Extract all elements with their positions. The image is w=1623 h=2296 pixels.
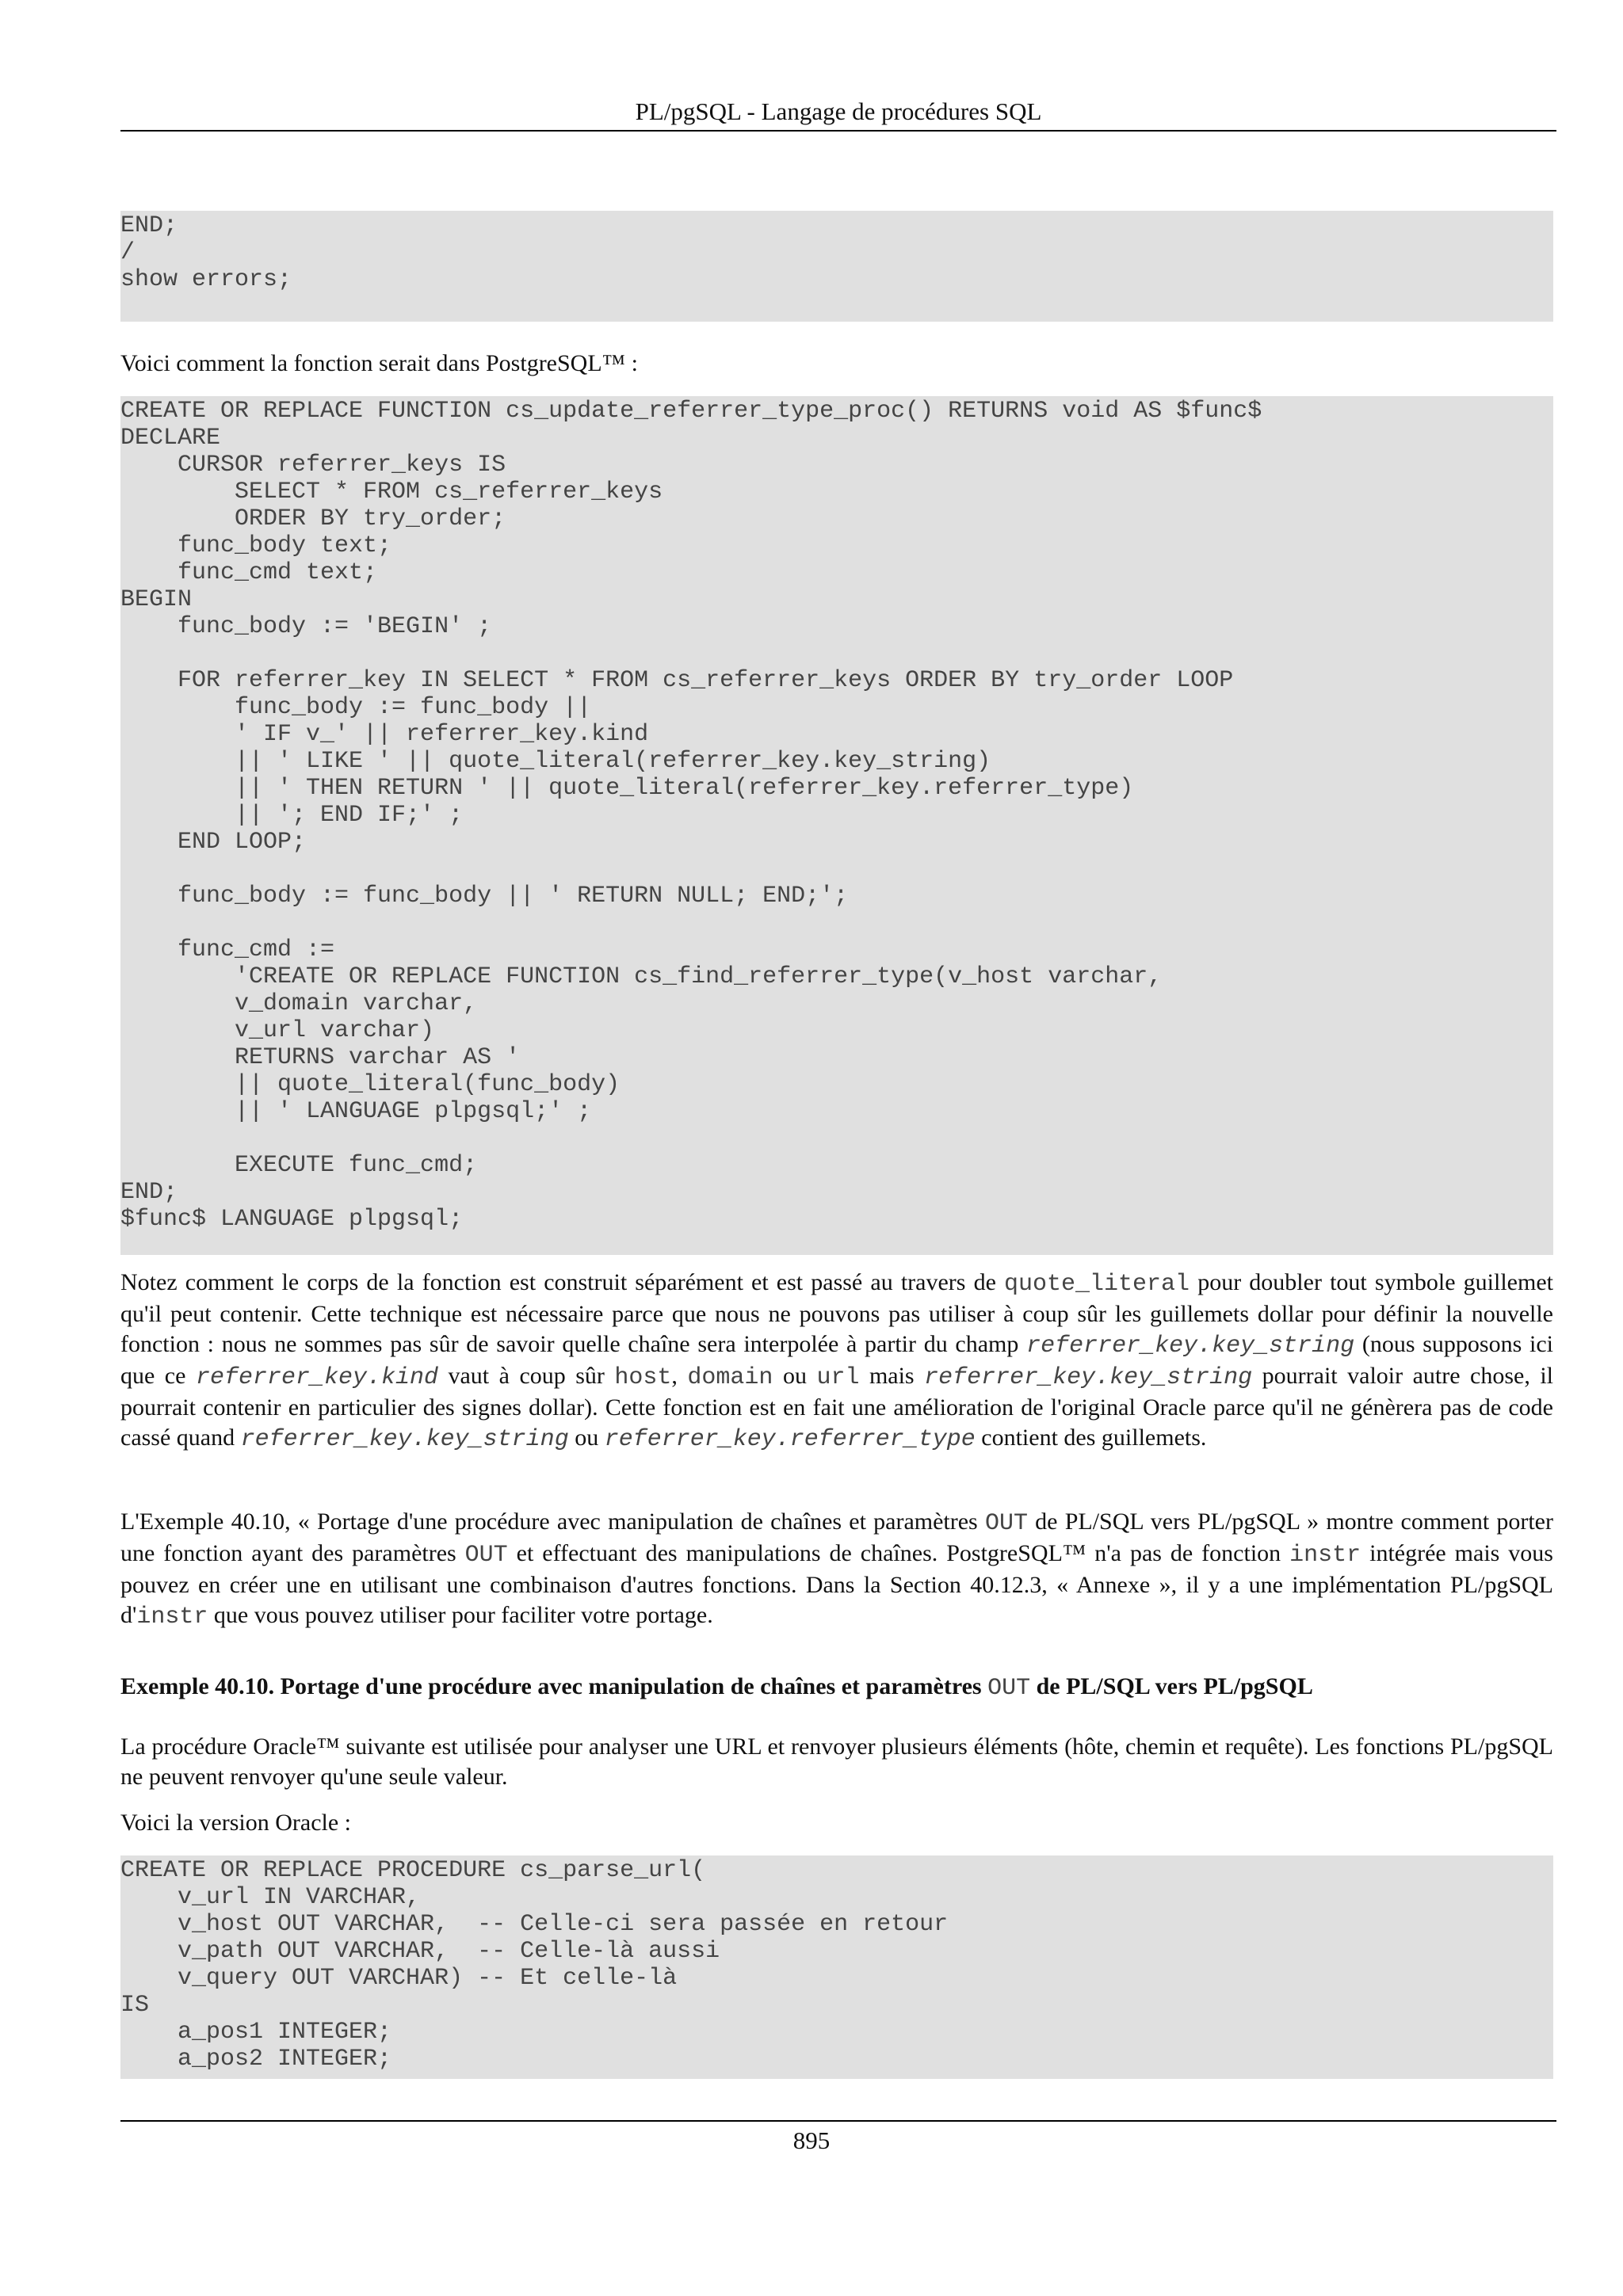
paragraph-oracle-procedure: La procédure Oracle™ suivante est utilisée pour analyser une URL et renvoyer plusieurs éléments (hôte, chemin et requête). Les fonctions PL/pgSQL ne peuvent renvoyer qu'une seule valeur. bbox=[120, 1733, 1553, 1790]
inline-code: quote_literal bbox=[1004, 1271, 1190, 1298]
inline-code: instr bbox=[136, 1604, 208, 1630]
paragraph-notez: Notez comment le corps de la fonction est construit séparément et est passé au travers de quote_literal pour doubler tout symbole guillemet qu'il peut contenir. Cette technique est nécessaire parce que nous ne pouvons pas utiliser à coup sûr les guillemets dollar pour définir la nouvelle fonction : nous ne sommes pas sûr de savoir quelle chaîne sera interpolée à partir du champ referrer_key.key_string (nous supposons ici que ce referrer_key.kind vaut à coup sûr host, domain ou url mais referrer_key.key_string pourrait valoir autre chose, il pourrait contenir en particulier des signes dollar). Cette fonction est en fait une amélioration de l'original Oracle parce qu'il ne génèrera pas de code cassé quand referrer_key.key_string ou referrer_key.referrer_type contient des guillemets. bbox=[120, 1269, 1554, 1453]
code-line: FOR referrer_key IN SELECT * FROM cs_referrer_keys ORDER BY try_order LOOP bbox=[120, 667, 1234, 694]
code-line: IS bbox=[120, 1992, 150, 2019]
code-line: func_body := func_body || ' RETURN NULL; END;'; bbox=[120, 883, 849, 910]
code-block-postgresql-function bbox=[120, 396, 1553, 1255]
code-line: v_query OUT VARCHAR) -- Et celle-là bbox=[120, 1965, 678, 1992]
code-line: a_pos2 INTEGER; bbox=[120, 2046, 392, 2073]
inline-code: OUT bbox=[984, 1510, 1028, 1537]
code-line: v_url varchar) bbox=[120, 1017, 435, 1044]
code-line: SELECT * FROM cs_referrer_keys bbox=[120, 479, 663, 505]
inline-code-italic: referrer_key.key_string bbox=[924, 1364, 1253, 1391]
code-line: END; bbox=[120, 1179, 178, 1206]
code-line: || ' LANGUAGE plpgsql;' ; bbox=[120, 1098, 592, 1125]
code-line: func_body := func_body || bbox=[120, 694, 592, 721]
code-line: func_body := 'BEGIN' ; bbox=[120, 613, 492, 640]
code-line bbox=[120, 640, 1553, 667]
code-line: 'CREATE OR REPLACE FUNCTION cs_find_referrer_type(v_host varchar, bbox=[120, 963, 1163, 990]
footer-rule bbox=[120, 2120, 1556, 2122]
code-line: v_url IN VARCHAR, bbox=[120, 1884, 421, 1911]
code-line: EXECUTE func_cmd; bbox=[120, 1152, 478, 1179]
code-line: v_host OUT VARCHAR, -- Celle-ci sera passée en retour bbox=[120, 1911, 949, 1938]
code-line: BEGIN bbox=[120, 586, 193, 613]
page-header bbox=[120, 93, 1556, 132]
code-line: ' IF v_' || referrer_key.kind bbox=[120, 721, 649, 748]
inline-code: host bbox=[614, 1364, 672, 1391]
code-line: v_path OUT VARCHAR, -- Celle-là aussi bbox=[120, 1938, 720, 1965]
code-line: ORDER BY try_order; bbox=[120, 505, 506, 532]
intro-postgresql: Voici comment la fonction serait dans PostgreSQL™ : bbox=[120, 350, 638, 376]
code-line: END; bbox=[120, 212, 178, 239]
inline-code: instr bbox=[1289, 1542, 1361, 1569]
page-number: 895 bbox=[792, 2126, 831, 2154]
code-line: a_pos1 INTEGER; bbox=[120, 2019, 392, 2046]
code-line: / bbox=[120, 239, 136, 266]
intro-oracle: Voici la version Oracle : bbox=[120, 1810, 352, 1836]
code-line: $func$ LANGUAGE plpgsql; bbox=[120, 1206, 464, 1233]
inline-code: domain bbox=[687, 1364, 773, 1391]
inline-code-italic: referrer_key.key_string bbox=[240, 1426, 569, 1453]
inline-code-italic: referrer_key.key_string bbox=[1026, 1333, 1355, 1360]
code-line: CREATE OR REPLACE PROCEDURE cs_parse_url( bbox=[120, 1857, 706, 1884]
code-line bbox=[120, 1125, 1553, 1152]
example-title: Exemple 40.10. Portage d'une procédure avec manipulation de chaînes et paramètres OUT de PL/SQL vers PL/pgSQL bbox=[120, 1673, 1313, 1702]
code-line: DECLARE bbox=[120, 425, 221, 452]
code-line bbox=[120, 856, 1553, 883]
inline-code: OUT bbox=[987, 1675, 1031, 1702]
code-line: v_domain varchar, bbox=[120, 990, 478, 1017]
code-line: RETURNS varchar AS ' bbox=[120, 1044, 521, 1071]
code-line: || ' THEN RETURN ' || quote_literal(referrer_key.referrer_type) bbox=[120, 775, 1134, 802]
code-line: || ' LIKE ' || quote_literal(referrer_key.key_string) bbox=[120, 748, 991, 775]
inline-code: OUT bbox=[464, 1542, 508, 1569]
code-line: END LOOP; bbox=[120, 829, 307, 856]
code-block-oracle-procedure bbox=[120, 1855, 1553, 2079]
code-line: func_cmd text; bbox=[120, 559, 378, 586]
inline-code-italic: referrer_key.referrer_type bbox=[604, 1426, 976, 1453]
inline-code-italic: referrer_key.kind bbox=[195, 1364, 438, 1391]
code-line: func_cmd := bbox=[120, 936, 335, 963]
code-line: CREATE OR REPLACE FUNCTION cs_update_referrer_type_proc() RETURNS void AS $func$ bbox=[120, 398, 1262, 425]
code-line: show errors; bbox=[120, 266, 292, 293]
code-line: CURSOR referrer_keys IS bbox=[120, 452, 506, 479]
code-block-oracle-end bbox=[120, 211, 1553, 322]
code-line bbox=[120, 910, 1553, 936]
code-line: func_body text; bbox=[120, 532, 392, 559]
code-line: || '; END IF;' ; bbox=[120, 802, 464, 829]
page-header-title: PL/pgSQL - Langage de procédures SQL bbox=[635, 97, 1042, 125]
inline-code: url bbox=[816, 1364, 860, 1391]
code-line: || quote_literal(func_body) bbox=[120, 1071, 621, 1098]
paragraph-exemple-reference: L'Exemple 40.10, « Portage d'une procédure avec manipulation de chaînes et paramètres OUT de PL/SQL vers PL/pgSQL » montre comment porter une fonction ayant des paramètres OUT et effectuant des manipulations de chaînes. PostgreSQL™ n'a pas de fonction instr intégrée mais vous pouvez en créer une en utilisant une combinaison d'autres fonctions. Dans la Section 40.12.3, « Annexe », il y a une implémentation PL/pgSQL d'instr que vous pouvez utiliser pour faciliter votre portage. bbox=[120, 1508, 1553, 1630]
